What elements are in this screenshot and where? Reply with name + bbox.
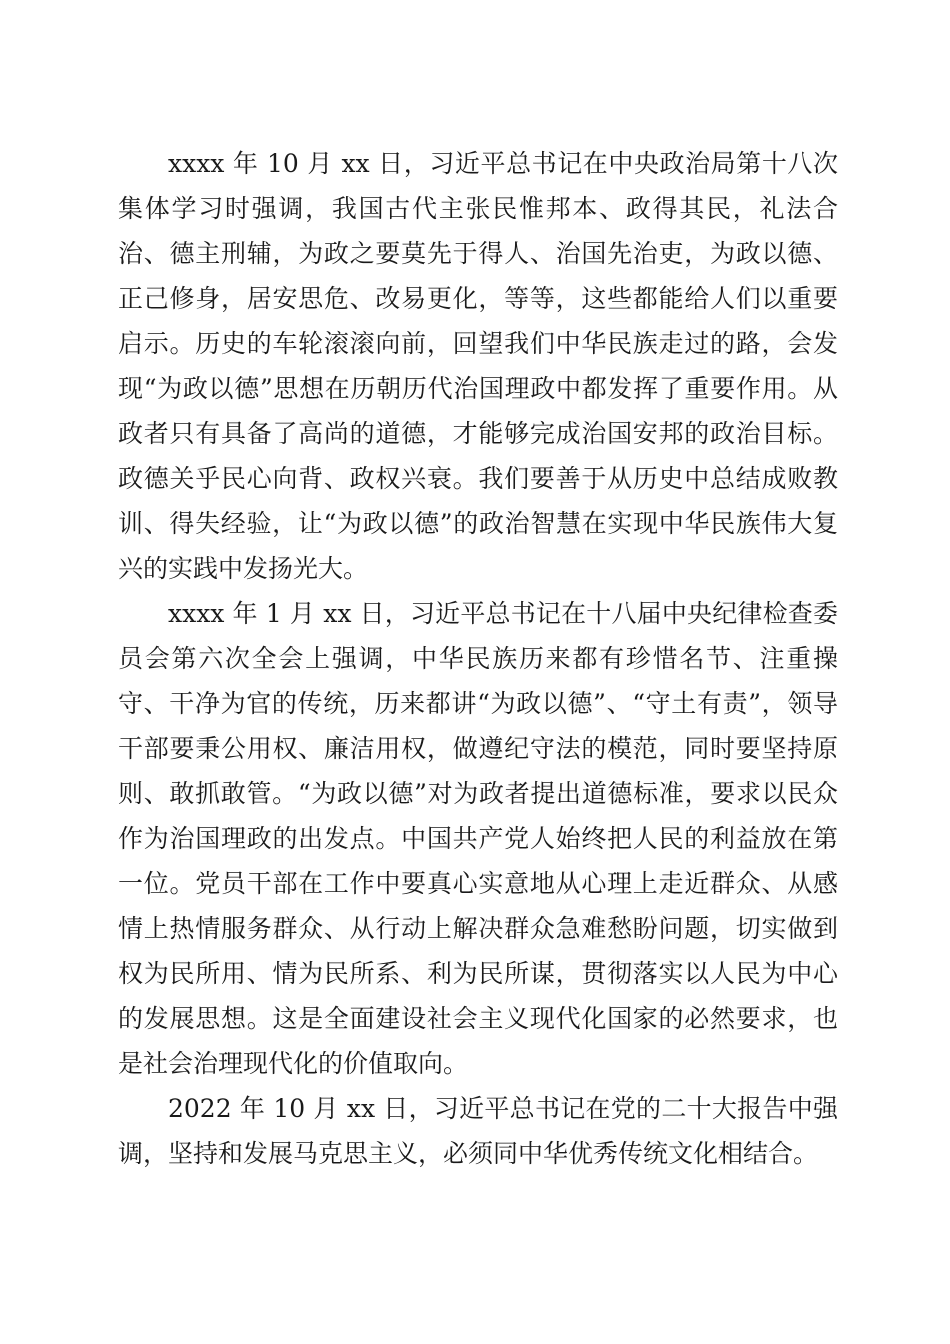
paragraph-2: xxxx 年 1 月 xx 日，习近平总书记在十八届中央纪律检查委员会第六次全会上强调，中华民族历来都有珍惜名节、注重操守、干净为官的传统，历来都讲“为政以德”、“守土有责”，领导干部要秉公用权、廉洁用权，做遵纪守法的模范，同时要坚持原则、敢抓敢管。“为政以德”对为政者提出道德标准，要求以民众作为治国理政的出发点。中国共产党人始终把人民的利益放在第一位。党员干部在工作中要真心实意地从心理上走近群众、从感情上热情服务群众、从行动上解决群众急难愁盼问题，切实做到权为民所用、情为民所系、利为民所谋，贯彻落实以人民为中心的发展思想。这是全面建设社会主义现代化国家的必然要求，也是社会治理现代化的价值取向。 — [118, 599, 838, 1078]
paragraph-3: 2022 年 10 月 xx 日，习近平总书记在党的二十大报告中强调，坚持和发展马克思主义，必须同中华优秀传统文化相结合。 — [118, 1094, 838, 1168]
paragraph-1: xxxx 年 10 月 xx 日，习近平总书记在中央政治局第十八次集体学习时强调，我国古代主张民惟邦本、政得其民，礼法合治、德主刑辅，为政之要莫先于得人、治国先治吏，为政以德、正己修身，居安思危、改易更化，等等，这些都能给人们以重要启示。历史的车轮滚滚向前，回望我们中华民族走过的路，会发现“为政以德”思想在历朝历代治国理政中都发挥了重要作用。从政者只有具备了高尚的道德，才能够完成治国安邦的政治目标。政德关乎民心向背、政权兴衰。我们要善于从历史中总结成败教训、得失经验，让“为政以德”的政治智慧在实现中华民族伟大复兴的实践中发扬光大。 — [118, 149, 838, 583]
body-text — [118, 141, 838, 1176]
